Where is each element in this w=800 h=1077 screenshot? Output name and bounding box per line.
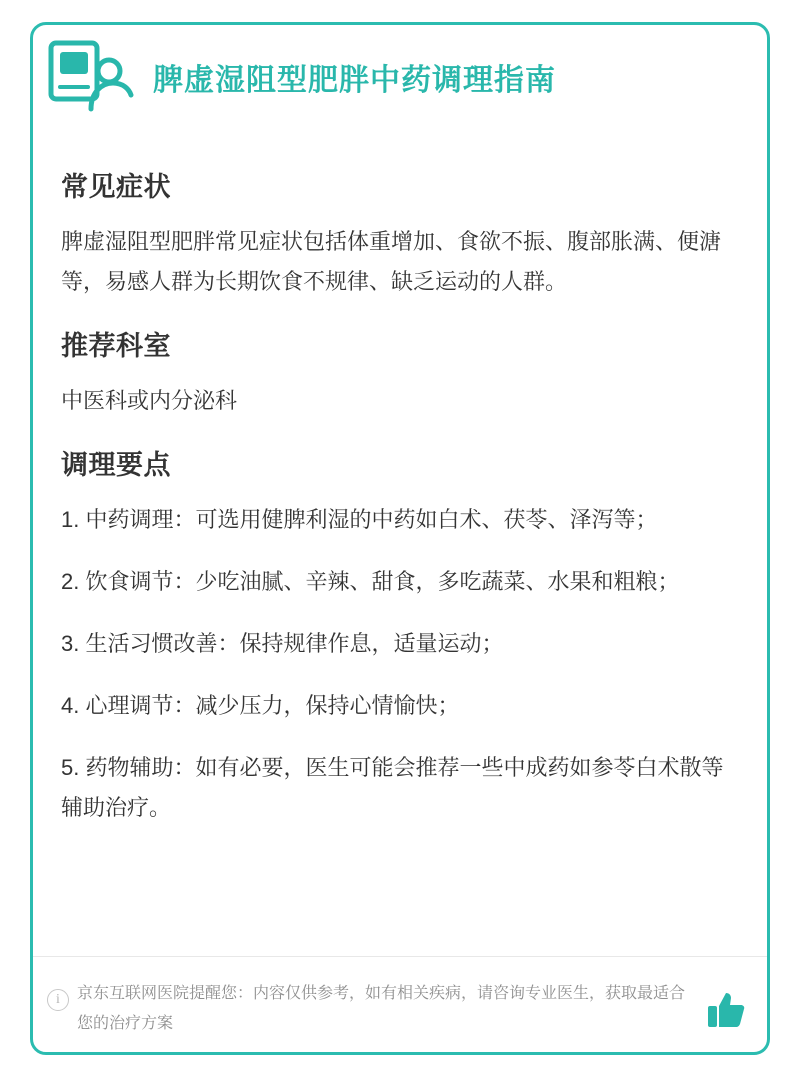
list-item: 4. 心理调节：减少压力，保持心情愉快； [61,693,460,718]
list-item: 5. 药物辅助：如有必要，医生可能会推荐一些中成药如参苓白术散等辅助治疗。 [61,755,724,820]
card-content [33,117,767,828]
disclaimer-text: 京东互联网医院提醒您：内容仅供参考，如有相关疾病，请咨询专业医生，获取最适合您的治疗方案 [77,985,686,1032]
section-text-department: 中医科或内分泌科 [61,388,238,413]
page-title: 脾虚湿阻型肥胖中药调理指南 [153,64,556,97]
document-image-icon [45,35,137,117]
card-header [33,25,767,117]
section-heading-symptoms: 常见症状 [61,172,171,202]
section-heading-department: 推荐科室 [61,331,171,361]
list-item: 1. 中药调理：可选用健脾利湿的中药如白术、茯苓、泽泻等； [61,507,658,532]
info-icon: i [47,989,69,1011]
section-heading-keypoints: 调理要点 [61,450,171,480]
list-item: 2. 饮食调节：少吃油腻、辛辣、甜食，多吃蔬菜、水果和粗粮； [61,569,680,594]
section-text-symptoms: 脾虚湿阻型肥胖常见症状包括体重增加、食欲不振、腹部胀满、便溏等，易感人群为长期饮食不规律、缺乏运动的人群。 [61,229,722,294]
list-item: 3. 生活习惯改善：保持规律作息，适量运动； [61,631,504,656]
footer-disclaimer [33,956,767,1052]
thumbs-up-icon[interactable] [705,988,749,1030]
guide-card [30,22,770,1055]
